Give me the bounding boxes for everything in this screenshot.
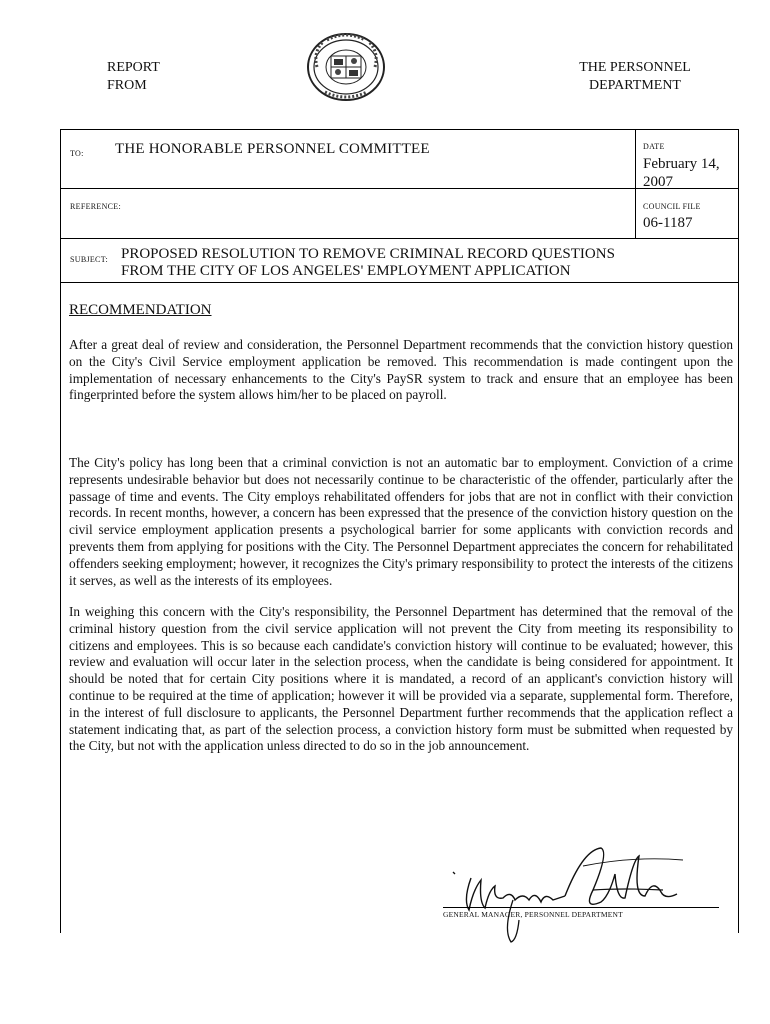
paragraph-3: In weighing this concern with the City's responsibility, the Personnel Department has determined that the removal of the criminal history question from the civil service application will not prevent the City from meeting its responsibility to citizens and employees. This is so because each candidate's conviction history will continue to be evaluated; however, this review and evaluation will occur later in the selection process, when the candidate is being considered for appointment. It should be noted that for certain City positions where it is mandated, a record of an applicant's conviction history will continue to be required at the time of application; however it will be provided via a separate, supplemental form. Therefore, in the interest of full disclosure to applicants, the Personnel Department further recommends that the application reflect a statement indicating that, as part of the selection process, a conviction history form must be submitted when requested by the City, but not with the application unless directed to do so in the job announcement. bbox=[69, 604, 733, 754]
report-from-heading bbox=[107, 59, 160, 95]
report-label: REPORT bbox=[107, 60, 160, 75]
personnel-label: THE PERSONNEL bbox=[579, 60, 691, 75]
memo-frame bbox=[60, 129, 739, 933]
subject-line-2: FROM THE CITY OF LOS ANGELES' EMPLOYMENT APPLICATION bbox=[121, 263, 571, 279]
date-label: DATE bbox=[643, 142, 665, 151]
recommendation-heading: RECOMMENDATION bbox=[69, 302, 212, 318]
paragraph-2: The City's policy has long been that a criminal conviction is not an automatic bar to employment. Conviction of a crime represents undesirable behavior but does not necessarily continue to be characteristic of the offender, particularly after the passage of time and events. The City employs rehabilitated offenders for jobs that are not in conflict with their conviction records. In recent months, however, a concern has been expressed that the presence of the conviction history question on the civil service employment application presents a psychological barrier for some applicants with conviction records and prevents them from applying for positions with the City. The Personnel Department appreciates the concern for rehabilitated offenders seeking employment; however, it recognizes the City's primary responsibility to protect the interests of the citizens it serves, as well as the interests of its employees. bbox=[69, 455, 733, 588]
from-label: FROM bbox=[107, 78, 147, 93]
subject-line-1: PROPOSED RESOLUTION TO REMOVE CRIMINAL RECORD QUESTIONS bbox=[121, 246, 615, 262]
date-value: February 14, 2007 bbox=[643, 156, 720, 190]
signature-line bbox=[443, 907, 719, 908]
signature-caption: GENERAL MANAGER, PERSONNEL DEPARTMENT bbox=[443, 910, 623, 919]
handwritten-signature bbox=[433, 830, 733, 950]
row-divider bbox=[61, 188, 738, 189]
column-divider bbox=[635, 130, 636, 238]
reference-label: REFERENCE: bbox=[70, 202, 122, 211]
subject-label: SUBJECT: bbox=[70, 255, 109, 264]
council-file-label: COUNCIL FILE bbox=[643, 202, 701, 211]
subject-text bbox=[121, 246, 681, 280]
row-divider bbox=[61, 282, 738, 283]
city-seal-icon bbox=[303, 32, 389, 102]
to-label: TO: bbox=[70, 149, 84, 158]
row-divider bbox=[61, 238, 738, 239]
personnel-department-heading bbox=[560, 59, 710, 95]
to-value: THE HONORABLE PERSONNEL COMMITTEE bbox=[115, 141, 430, 157]
paragraph-1: After a great deal of review and consideration, the Personnel Department recommends that the conviction history question on the City's Civil Service employment application be removed. This recommendation is made contingent upon the implementation of necessary enhancements to the City's PaySR system to track and ensure that an employee has been fingerprinted before the system allows him/her to be placed on payroll. bbox=[69, 337, 733, 403]
council-file-value: 06-1187 bbox=[643, 215, 693, 231]
department-label: DEPARTMENT bbox=[589, 78, 681, 93]
